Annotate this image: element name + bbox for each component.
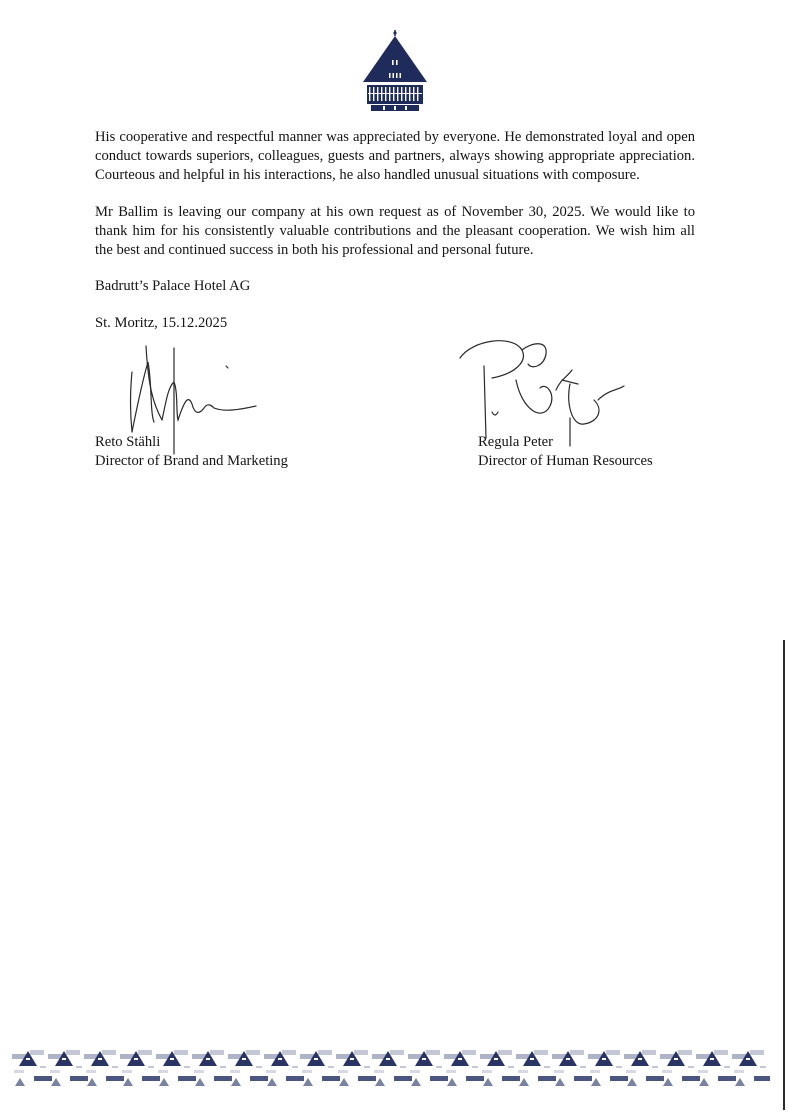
signatory-name: Regula Peter bbox=[478, 434, 553, 450]
signatory-right bbox=[478, 433, 653, 471]
company-name: Badrutt’s Palace Hotel AG bbox=[95, 278, 251, 294]
signatory-title: Director of Brand and Marketing bbox=[95, 453, 288, 469]
signatory-title: Director of Human Resources bbox=[478, 453, 653, 469]
hotel-tower-logo-icon bbox=[361, 30, 429, 112]
body-paragraph-1: His cooperative and respectful manner was appreciated by everyone. He demonstrated loyal and open conduct towards superiors, colleagues, guests and partners, always showing appropriate appreciation. Courteous and helpful in his interactions, he also handled unusual situations with composure. bbox=[95, 129, 695, 183]
page-edge-line bbox=[783, 640, 785, 1110]
place-date: St. Moritz, 15.12.2025 bbox=[95, 315, 228, 331]
hotel-logo-pattern-icon bbox=[10, 1036, 770, 1088]
body-paragraph-2: Mr Ballim is leaving our company at his own request as of November 30, 2025. We would like to thank him for his consistently valuable contributions and the pleasant cooperation. We wish him all the best and continued success in both his professional and personal future. bbox=[95, 204, 695, 258]
signatory-left bbox=[95, 433, 288, 471]
signature-regula-peter bbox=[452, 330, 632, 450]
signatory-name: Reto Stähli bbox=[95, 434, 161, 450]
